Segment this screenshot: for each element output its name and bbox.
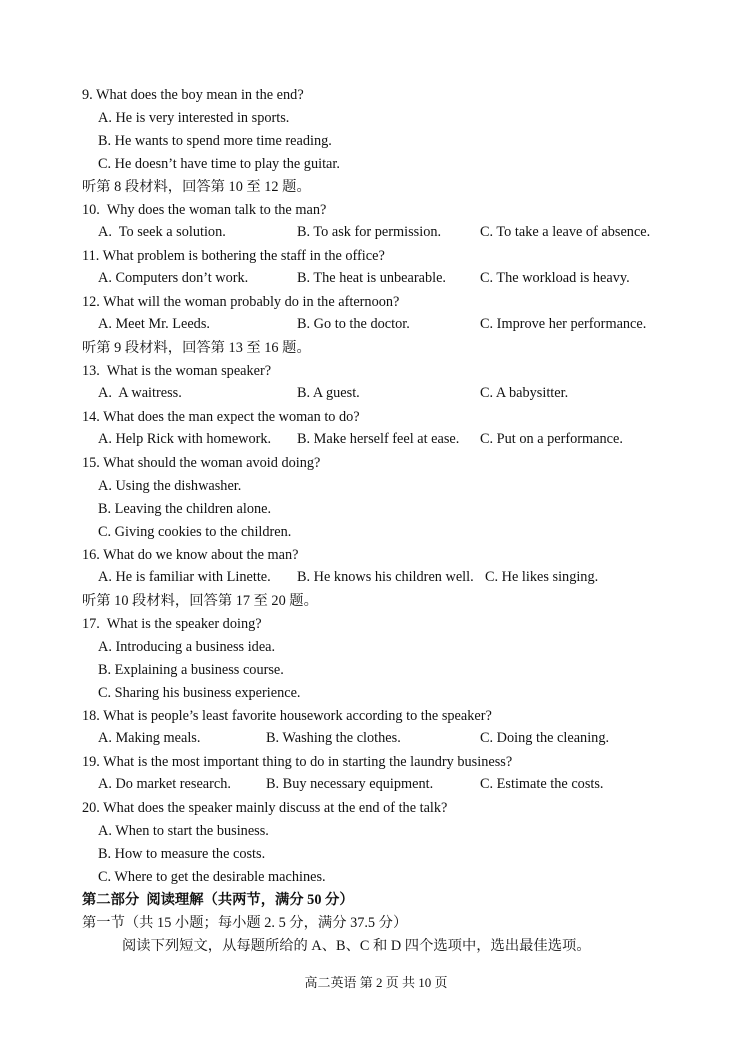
answer-option: A. He is familiar with Linette. [98, 569, 271, 585]
answer-option: A. Computers don’t work. [98, 270, 249, 286]
answer-option: B. Make herself feel at ease. [297, 431, 460, 447]
answer-option: A. Do market research. [98, 776, 231, 792]
question-text: 19. What is the most important thing to do in starting the laundry business? [82, 754, 513, 770]
question-text: 15. What should the woman avoid doing? [82, 455, 321, 471]
answer-option: B. How to measure the costs. [98, 846, 266, 862]
answer-option: B. To ask for permission. [297, 224, 442, 240]
question-text: 14. What does the man expect the woman to do? [82, 409, 360, 425]
answer-option: B. Go to the doctor. [297, 316, 410, 332]
answer-option: C. He likes singing. [485, 569, 599, 585]
answer-option: C. Improve her performance. [480, 316, 647, 332]
question-text: 10. Why does the woman talk to the man? [82, 202, 327, 218]
answer-option: A. He is very interested in sports. [98, 110, 290, 126]
answer-option: B. Explaining a business course. [98, 662, 284, 678]
section-heading: 听第 10 段材料，回答第 17 至 20 题。 [82, 593, 318, 609]
section-heading: 第二部分 阅读理解（共两节，满分 50 分） [82, 892, 354, 908]
question-text: 17. What is the speaker doing? [82, 616, 262, 632]
question-text: 13. What is the woman speaker? [82, 363, 272, 379]
answer-option: C. Put on a performance. [480, 431, 623, 447]
answer-option: A. A waitress. [98, 385, 182, 401]
answer-option: C. Giving cookies to the children. [98, 524, 292, 540]
answer-option: A. When to start the business. [98, 823, 269, 839]
answer-option: A. Meet Mr. Leeds. [98, 316, 210, 332]
answer-option: C. Where to get the desirable machines. [98, 869, 326, 885]
answer-option: C. Sharing his business experience. [98, 685, 301, 701]
answer-option: B. The heat is unbearable. [297, 270, 447, 286]
section-heading: 第一节（共 15 小题；每小题 2. 5 分，满分 37.5 分） [82, 915, 408, 931]
answer-option: C. The workload is heavy. [480, 270, 630, 286]
answer-option: B. He wants to spend more time reading. [98, 133, 332, 149]
answer-option: A. Help Rick with homework. [98, 431, 272, 447]
section-heading: 听第 9 段材料，回答第 13 至 16 题。 [82, 340, 311, 356]
answer-option: A. Introducing a business idea. [98, 639, 276, 655]
instruction-text: 阅读下列短文，从每题所给的 A、B、C 和 D 四个选项中，选出最佳选项。 [122, 938, 591, 954]
question-text: 11. What problem is bothering the staff in the office? [82, 248, 385, 264]
question-text: 20. What does the speaker mainly discuss at the end of the talk? [82, 800, 448, 816]
answer-option: A. Using the dishwasher. [98, 478, 242, 494]
page-footer: 高二英语 第 2 页 共 10 页 [304, 975, 448, 990]
question-text: 9. What does the boy mean in the end? [82, 87, 304, 103]
answer-option: A. To seek a solution. [98, 224, 226, 240]
section-heading: 听第 8 段材料，回答第 10 至 12 题。 [82, 179, 311, 195]
answer-option: B. He knows his children well. [297, 569, 474, 585]
answer-option: C. A babysitter. [480, 385, 569, 401]
answer-option: B. Washing the clothes. [266, 730, 401, 746]
question-text: 12. What will the woman probably do in the afternoon? [82, 294, 400, 310]
answer-option: C. To take a leave of absence. [480, 224, 651, 240]
question-text: 16. What do we know about the man? [82, 547, 299, 563]
answer-option: B. Leaving the children alone. [98, 501, 272, 517]
answer-option: B. Buy necessary equipment. [266, 776, 434, 792]
answer-option: A. Making meals. [98, 730, 201, 746]
answer-option: C. Doing the cleaning. [480, 730, 610, 746]
question-text: 18. What is people’s least favorite housework according to the speaker? [82, 708, 492, 724]
answer-option: B. A guest. [297, 385, 360, 401]
answer-option: C. Estimate the costs. [480, 776, 604, 792]
answer-option: C. He doesn’t have time to play the guitar. [98, 156, 340, 172]
